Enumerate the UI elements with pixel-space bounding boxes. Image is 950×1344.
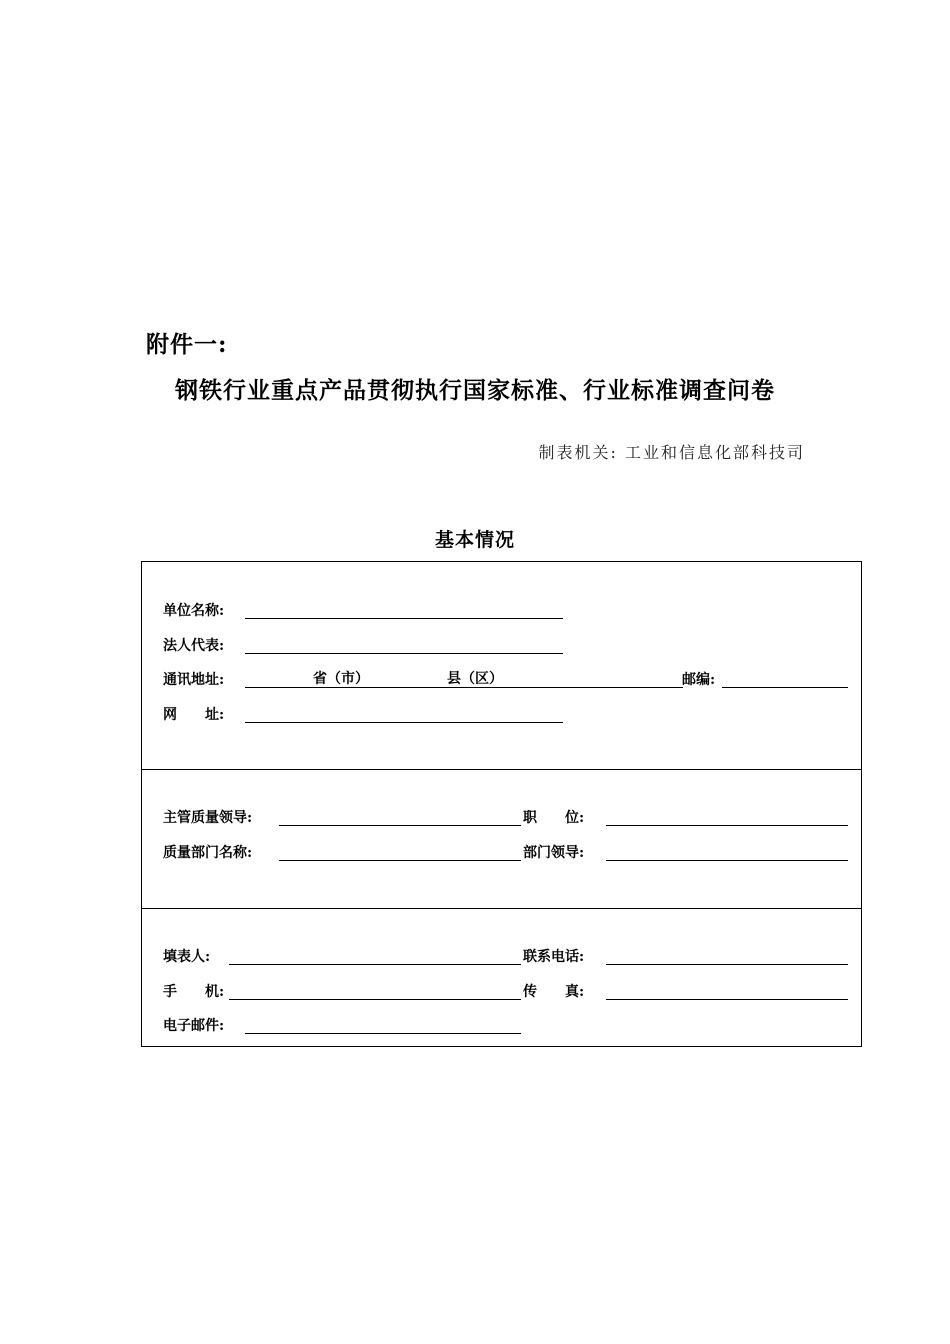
unit-name-field[interactable] [245,618,563,619]
quality-leader-field[interactable] [279,825,521,826]
contact-phone-label: 联系电话: [523,949,585,965]
legal-rep-field[interactable] [245,653,563,654]
province-label: 省（市） [313,671,369,687]
filler-field[interactable] [229,964,521,965]
issuer-line: 制表机关: 工业和信息化部科技司 [538,443,805,462]
position-label: 职 位: [523,810,585,826]
position-field[interactable] [606,825,848,826]
section-divider [142,908,861,909]
legal-rep-label: 法人代表: [163,638,225,654]
basic-info-form [141,561,862,1047]
mobile-label: 手 机: [163,984,225,1000]
postcode-label: 邮编: [682,672,716,688]
attachment-label: 附件一: [146,331,228,358]
dept-leader-label: 部门领导: [523,845,585,861]
email-label: 电子邮件: [163,1018,225,1034]
fax-field[interactable] [606,999,848,1000]
filler-label: 填表人: [163,949,211,965]
contact-phone-field[interactable] [606,964,848,965]
email-field[interactable] [245,1033,521,1034]
dept-leader-field[interactable] [606,860,848,861]
quality-dept-field[interactable] [279,860,521,861]
unit-name-label: 单位名称: [163,603,225,619]
document-title: 钢铁行业重点产品贯彻执行国家标准、行业标准调查问卷 [175,377,775,404]
county-label: 县（区） [447,671,503,687]
postcode-field[interactable] [722,687,848,688]
fax-label: 传 真: [523,984,585,1000]
quality-leader-label: 主管质量领导: [163,810,253,826]
section-title: 基本情况 [434,529,515,551]
mobile-field[interactable] [229,999,521,1000]
section-divider [142,769,861,770]
address-label: 通讯地址: [163,672,225,688]
website-field[interactable] [245,722,563,723]
quality-dept-label: 质量部门名称: [163,845,253,861]
website-label: 网 址: [163,707,225,723]
